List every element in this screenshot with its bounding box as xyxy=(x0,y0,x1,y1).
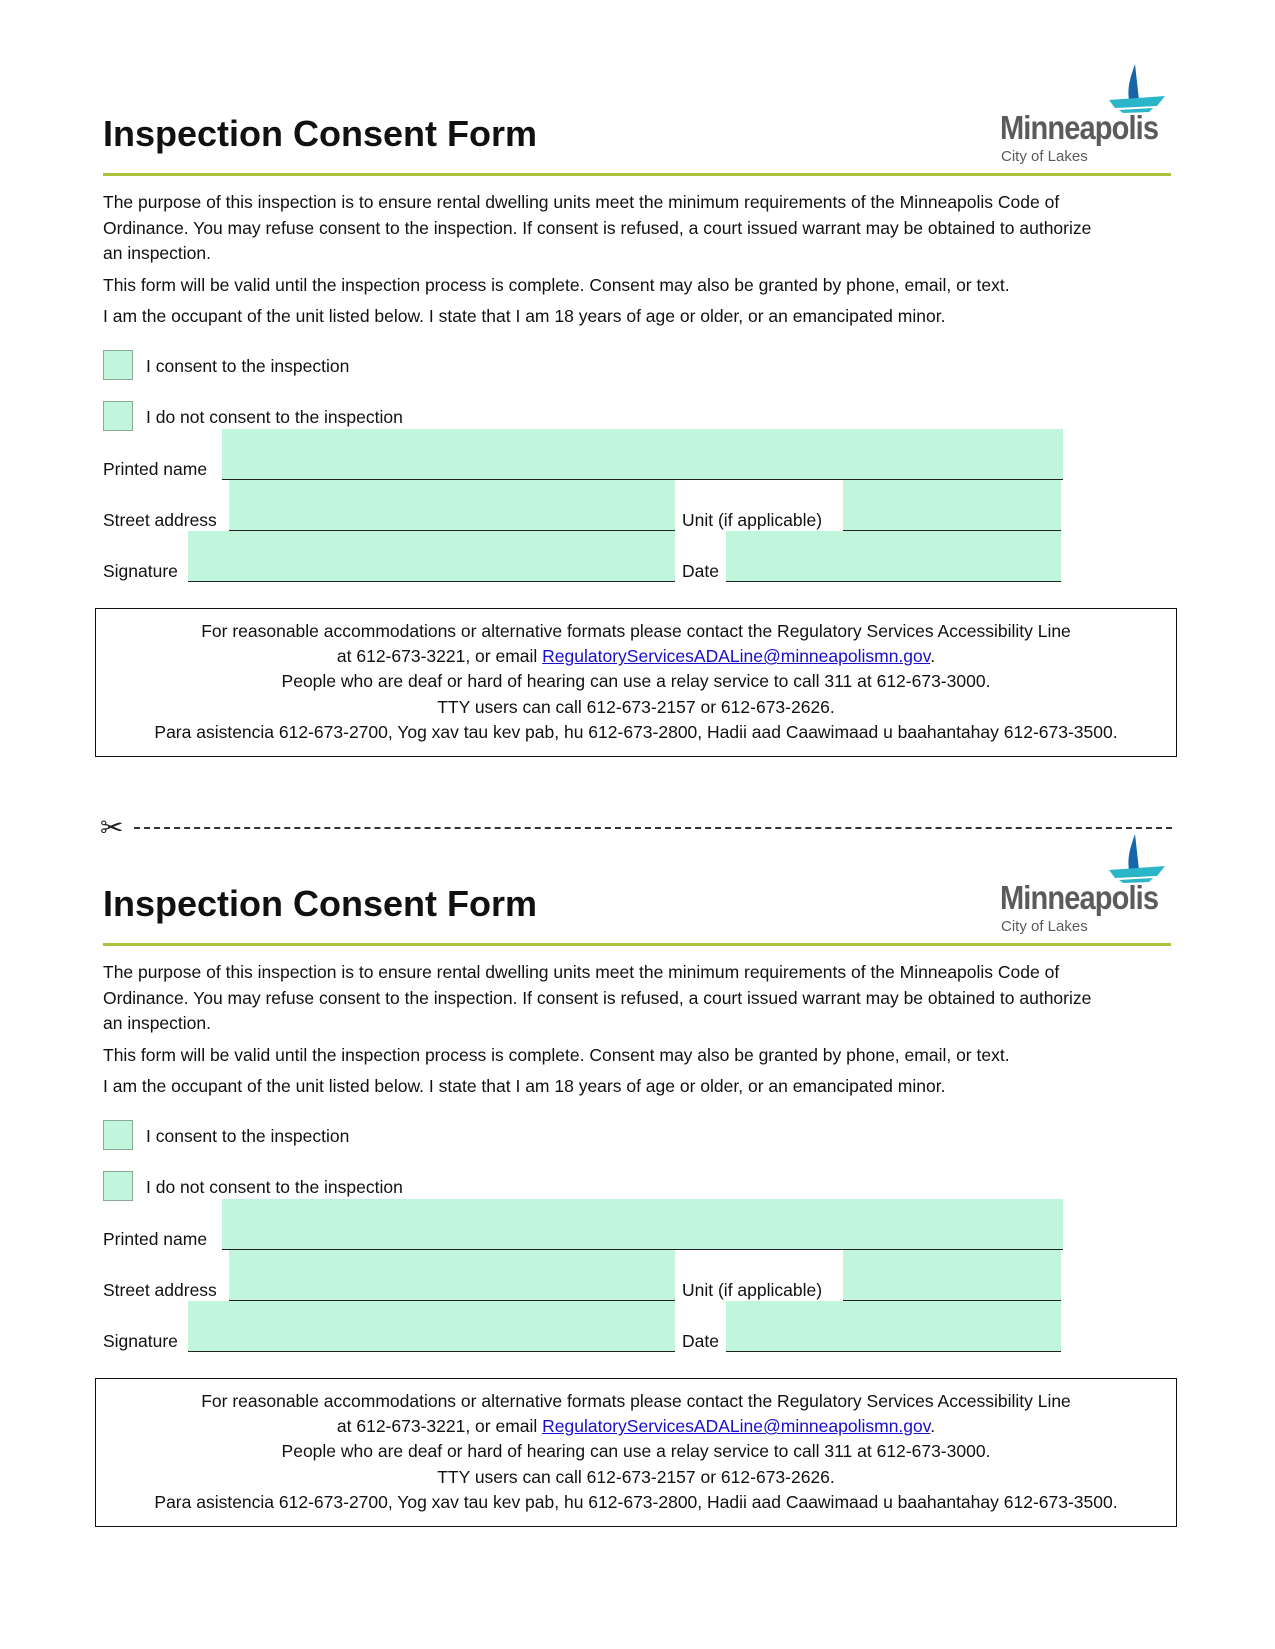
no-consent-checkbox[interactable] xyxy=(103,1171,133,1201)
minneapolis-logo xyxy=(1000,832,1175,942)
no-consent-label: I do not consent to the inspection xyxy=(146,1177,403,1197)
notice-line: For reasonable accommodations or alternative formats please contact the Regulatory Services Accessibility Line xyxy=(201,1391,1071,1411)
unit-label: Unit (if applicable) xyxy=(682,1280,823,1300)
intro-paragraph: This form will be valid until the inspection process is complete. Consent may also be granted by phone, email, or text. xyxy=(103,1044,1010,1065)
consent-form-bottom xyxy=(0,770,1275,1540)
printed-name-field[interactable] xyxy=(222,429,1063,480)
signature-label: Signature xyxy=(103,1331,178,1351)
intro-paragraph: This form will be valid until the inspection process is complete. Consent may also be granted by phone, email, or text. xyxy=(103,274,1010,295)
accessibility-notice xyxy=(95,1378,1177,1527)
scissors-icon: ✂ xyxy=(100,812,124,843)
printed-name-label: Printed name xyxy=(103,1229,208,1249)
logo-tagline: City of Lakes xyxy=(1001,918,1088,935)
date-field[interactable] xyxy=(726,531,1061,582)
notice-line: TTY users can call 612-673-2157 or 612-673-2626. xyxy=(437,696,835,717)
date-label: Date xyxy=(682,561,719,581)
intro-paragraph: I am the occupant of the unit listed below. I state that I am 18 years of age or older, or an emancipated minor. xyxy=(103,306,946,326)
printed-name-label: Printed name xyxy=(103,459,208,479)
consent-checkbox[interactable] xyxy=(103,1120,133,1150)
signature-field[interactable] xyxy=(188,531,675,582)
notice-line: at 612-673-3221, or email RegulatoryServicesADALine@minneapolismn.gov. xyxy=(336,646,936,667)
page-title: Inspection Consent Form xyxy=(103,883,538,924)
signature-label: Signature xyxy=(103,561,178,581)
date-label: Date xyxy=(682,1331,719,1351)
notice-line: People who are deaf or hard of hearing can use a relay service to call 311 at 612-673-3000. xyxy=(281,1441,991,1462)
sailboat-icon xyxy=(1105,832,1175,884)
signature-field[interactable] xyxy=(188,1301,675,1352)
street-address-field[interactable] xyxy=(229,1250,675,1301)
intro-text xyxy=(103,960,1113,1106)
accessibility-notice xyxy=(95,608,1177,757)
notice-line: Para asistencia 612-673-2700, Yog xav tau kev pab, hu 612-673-2800, Hadii aad Caawimaad u baahantahay 612-673-3500. xyxy=(154,1491,1118,1512)
header-divider xyxy=(103,943,1171,946)
ada-email-link[interactable]: RegulatoryServicesADALine@minneapolismn.gov xyxy=(542,646,931,667)
logo-wordmark: Minneapolis xyxy=(1000,109,1159,146)
street-address-label: Street address xyxy=(103,1280,217,1300)
page-title: Inspection Consent Form xyxy=(103,113,538,154)
logo-wordmark: Minneapolis xyxy=(1000,879,1159,916)
notice-line: People who are deaf or hard of hearing can use a relay service to call 311 at 612-673-3000. xyxy=(281,671,991,692)
unit-field[interactable] xyxy=(843,1250,1061,1301)
consent-label: I consent to the inspection xyxy=(146,356,350,376)
notice-line: TTY users can call 612-673-2157 or 612-673-2626. xyxy=(437,1466,835,1487)
date-field[interactable] xyxy=(726,1301,1061,1352)
sailboat-icon xyxy=(1105,62,1175,114)
header-divider xyxy=(103,173,1171,176)
consent-form-top xyxy=(0,0,1275,770)
intro-paragraph: The purpose of this inspection is to ensure rental dwelling units meet the minimum requirements of the Minneapolis Code of Ordinance. You may refuse consent to the inspection. If consent is refused, a court issued warrant may be obtained to authorize an inspection. xyxy=(103,192,1092,263)
logo-tagline: City of Lakes xyxy=(1001,148,1088,165)
ada-email-link[interactable]: RegulatoryServicesADALine@minneapolismn.gov xyxy=(542,1416,931,1437)
intro-text xyxy=(103,190,1113,336)
consent-label: I consent to the inspection xyxy=(146,1126,350,1146)
printed-name-field[interactable] xyxy=(222,1199,1063,1250)
minneapolis-logo xyxy=(1000,62,1175,172)
consent-checkbox[interactable] xyxy=(103,350,133,380)
notice-line: Para asistencia 612-673-2700, Yog xav tau kev pab, hu 612-673-2800, Hadii aad Caawimaad u baahantahay 612-673-3500. xyxy=(154,721,1118,742)
notice-line: at 612-673-3221, or email RegulatoryServicesADALine@minneapolismn.gov. xyxy=(336,1416,936,1437)
unit-field[interactable] xyxy=(843,480,1061,531)
notice-line: For reasonable accommodations or alternative formats please contact the Regulatory Services Accessibility Line xyxy=(201,621,1071,641)
no-consent-checkbox[interactable] xyxy=(103,401,133,431)
unit-label: Unit (if applicable) xyxy=(682,510,823,530)
street-address-label: Street address xyxy=(103,510,217,530)
street-address-field[interactable] xyxy=(229,480,675,531)
intro-paragraph: The purpose of this inspection is to ensure rental dwelling units meet the minimum requirements of the Minneapolis Code of Ordinance. You may refuse consent to the inspection. If consent is refused, a court issued warrant may be obtained to authorize an inspection. xyxy=(103,962,1092,1033)
no-consent-label: I do not consent to the inspection xyxy=(146,407,403,427)
intro-paragraph: I am the occupant of the unit listed below. I state that I am 18 years of age or older, or an emancipated minor. xyxy=(103,1076,946,1096)
